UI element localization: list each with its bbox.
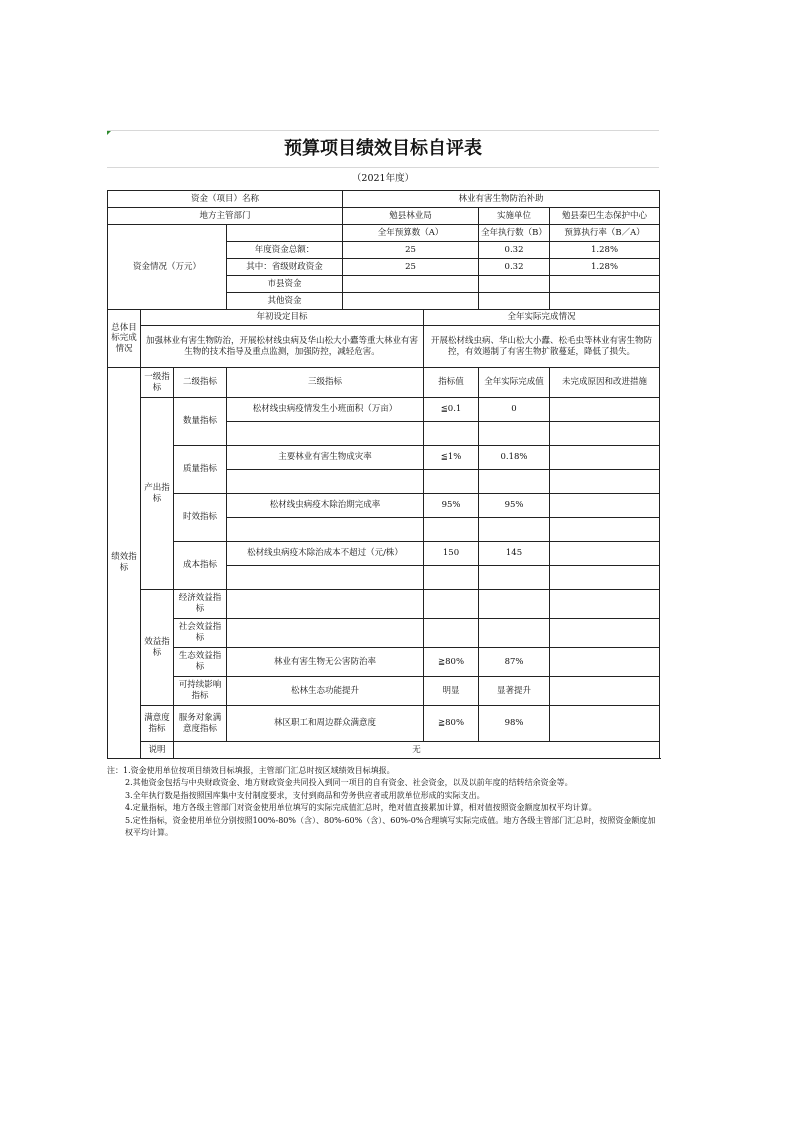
impl-unit-value: 勉县秦巴生态保护中心 xyxy=(550,208,660,225)
indicator-name: 主要林业有害生物成灾率 xyxy=(227,446,424,470)
indicator-target xyxy=(424,470,479,494)
perf-header-actual: 全年实际完成值 xyxy=(479,368,550,398)
funds-header-rate: 预算执行率（B／A） xyxy=(550,225,660,242)
perf-header-reason: 未完成原因和改进措施 xyxy=(550,368,660,398)
indicator-name xyxy=(227,470,424,494)
indicator-actual xyxy=(479,422,550,446)
indicator-target: 明显 xyxy=(424,677,479,706)
note-item: 4.定量指标，地方各级主管部门对资金使用单位填写的实际完成值汇总时，绝对值直接累加计算，相对值按照资金额度加权平均计算。 xyxy=(125,803,597,813)
satisfaction-indicator-label: 满意度指标 xyxy=(141,706,174,742)
output-indicator-label: 产出指标 xyxy=(141,398,174,590)
indicator-reason xyxy=(550,518,660,542)
remark-label: 说明 xyxy=(141,742,174,759)
funds-row-label: 其他资金 xyxy=(227,293,343,310)
funds-row-budget: 25 xyxy=(343,242,479,259)
perf-label: 绩效指标 xyxy=(108,368,141,759)
funds-row-label: 市县资金 xyxy=(227,276,343,293)
indicator-name xyxy=(227,518,424,542)
funds-row-exec: 0.32 xyxy=(479,259,550,276)
indicator-target xyxy=(424,619,479,648)
indicator-actual xyxy=(479,619,550,648)
indicator-target xyxy=(424,422,479,446)
quantity-label: 数量指标 xyxy=(174,398,227,446)
indicator-reason xyxy=(550,494,660,518)
sustainable-label: 可持续影响指标 xyxy=(174,677,227,706)
funds-row-label: 其中：省级财政资金 xyxy=(227,259,343,276)
funds-row-exec xyxy=(479,293,550,310)
ecological-label: 生态效益指标 xyxy=(174,648,227,677)
funds-label-text: 资金情况（万元） xyxy=(132,261,201,272)
funds-row-exec xyxy=(479,276,550,293)
dept-value: 勉县林业局 xyxy=(343,208,479,225)
indicator-reason xyxy=(550,590,660,619)
indicator-reason xyxy=(550,706,660,742)
indicator-actual xyxy=(479,470,550,494)
goals-actual-text: 开展松材线虫病、华山松大小蠹、松毛虫等林业有害生物防控，有效遏制了有害生物扩散蔓延，降低了损失。 xyxy=(424,326,660,368)
timeliness-label: 时效指标 xyxy=(174,494,227,542)
indicator-actual: 显著提升 xyxy=(479,677,550,706)
indicator-name: 松材线虫病疫木除治期完成率 xyxy=(227,494,424,518)
goals-initial-text: 加强林业有害生物防治，开展松材线虫病及华山松大小蠹等重大林业有害生物的技术指导及重点监测，加强防控，减轻危害。 xyxy=(141,326,424,368)
indicator-name xyxy=(227,422,424,446)
indicator-name xyxy=(227,566,424,590)
funds-label xyxy=(108,225,227,310)
indicator-actual: 98% xyxy=(479,706,550,742)
benefit-indicator-label: 效益指标 xyxy=(141,590,174,706)
funds-row-rate: 1.28% xyxy=(550,242,660,259)
funds-row-budget: 25 xyxy=(343,259,479,276)
funds-row-label: 年度资金总额： xyxy=(227,242,343,259)
funds-row-rate xyxy=(550,293,660,310)
indicator-name: 林业有害生物无公害防治率 xyxy=(227,648,424,677)
indicator-reason xyxy=(550,446,660,470)
indicator-actual xyxy=(479,518,550,542)
perf-header-l2: 二级指标 xyxy=(174,368,227,398)
impl-unit-label: 实施单位 xyxy=(479,208,550,225)
indicator-target: 95% xyxy=(424,494,479,518)
indicator-actual xyxy=(479,566,550,590)
indicator-target: 150 xyxy=(424,542,479,566)
indicator-target xyxy=(424,518,479,542)
self-evaluation-sheet xyxy=(107,130,659,839)
evaluation-table xyxy=(107,190,660,759)
economic-label: 经济效益指标 xyxy=(174,590,227,619)
social-label: 社会效益指标 xyxy=(174,619,227,648)
indicator-actual: 0.18% xyxy=(479,446,550,470)
indicator-name: 林区职工和周边群众满意度 xyxy=(227,706,424,742)
indicator-name: 松材线虫病疫木除治成本不超过（元/株） xyxy=(227,542,424,566)
note-item: 3.全年执行数是指按照国库集中支付制度要求，支付到商品和劳务供应者或用款单位形成的实际支出。 xyxy=(125,790,485,800)
funds-row-exec: 0.32 xyxy=(479,242,550,259)
note-item: 5.定性指标，资金使用单位分别按照100%-80%（含）、80%-60%（含）、60%-0%合理填写实际完成值。地方各级主管部门汇总时，按照资金额度加权平均计算。 xyxy=(125,815,656,837)
project-name-label: 资金（项目）名称 xyxy=(108,191,343,208)
cost-label: 成本指标 xyxy=(174,542,227,590)
indicator-name: 松材线虫病疫情发生小班面积（万亩） xyxy=(227,398,424,422)
indicator-target: ≧80% xyxy=(424,648,479,677)
remark-value: 无 xyxy=(174,742,660,759)
funds-row-rate xyxy=(550,276,660,293)
indicator-target xyxy=(424,590,479,619)
indicator-target: ≦1% xyxy=(424,446,479,470)
indicator-target xyxy=(424,566,479,590)
perf-header-l3: 三级指标 xyxy=(227,368,424,398)
indicator-reason xyxy=(550,677,660,706)
funds-row-rate: 1.28% xyxy=(550,259,660,276)
indicator-actual: 0 xyxy=(479,398,550,422)
funds-row-budget xyxy=(343,276,479,293)
indicator-reason xyxy=(550,542,660,566)
indicator-reason xyxy=(550,398,660,422)
funds-header-blank xyxy=(227,225,343,242)
indicator-reason xyxy=(550,648,660,677)
note-item: 注：1.资金使用单位按项目绩效目标填报，主管部门汇总时按区域绩效目标填报。 xyxy=(107,766,395,775)
dept-label: 地方主管部门 xyxy=(108,208,343,225)
cell-marker-icon xyxy=(107,131,111,135)
indicator-actual: 95% xyxy=(479,494,550,518)
goals-actual-header: 全年实际完成情况 xyxy=(424,310,660,326)
indicator-reason xyxy=(550,566,660,590)
indicator-actual xyxy=(479,590,550,619)
service-label: 服务对象满意度指标 xyxy=(174,706,227,742)
project-name-value: 林业有害生物防治补助 xyxy=(343,191,660,208)
perf-header-l1: 一级指标 xyxy=(141,368,174,398)
indicator-reason xyxy=(550,619,660,648)
indicator-name: 松林生态功能提升 xyxy=(227,677,424,706)
indicator-reason xyxy=(550,470,660,494)
note-item: 2.其他资金包括与中央财政资金、地方财政资金共同投入到同一项目的自有资金、社会资金，以及以前年度的结转结余资金等。 xyxy=(125,778,573,788)
indicator-actual: 145 xyxy=(479,542,550,566)
indicator-target: ≧80% xyxy=(424,706,479,742)
indicator-reason xyxy=(550,422,660,446)
funds-header-exec: 全年执行数（B） xyxy=(479,225,550,242)
indicator-actual: 87% xyxy=(479,648,550,677)
funds-row-budget xyxy=(343,293,479,310)
page-title: 预算项目绩效目标自评表 xyxy=(284,138,482,159)
title-row xyxy=(107,130,659,168)
indicator-name xyxy=(227,619,424,648)
goals-initial-header: 年初设定目标 xyxy=(141,310,424,326)
quality-label: 质量指标 xyxy=(174,446,227,494)
funds-header-budget: 全年预算数（A） xyxy=(343,225,479,242)
notes-section xyxy=(107,765,659,839)
year-label: （2021年度） xyxy=(351,173,415,184)
indicator-name xyxy=(227,590,424,619)
indicator-target: ≦0.1 xyxy=(424,398,479,422)
perf-header-target: 指标值 xyxy=(424,368,479,398)
goals-label: 总体目标完成情况 xyxy=(108,310,141,368)
